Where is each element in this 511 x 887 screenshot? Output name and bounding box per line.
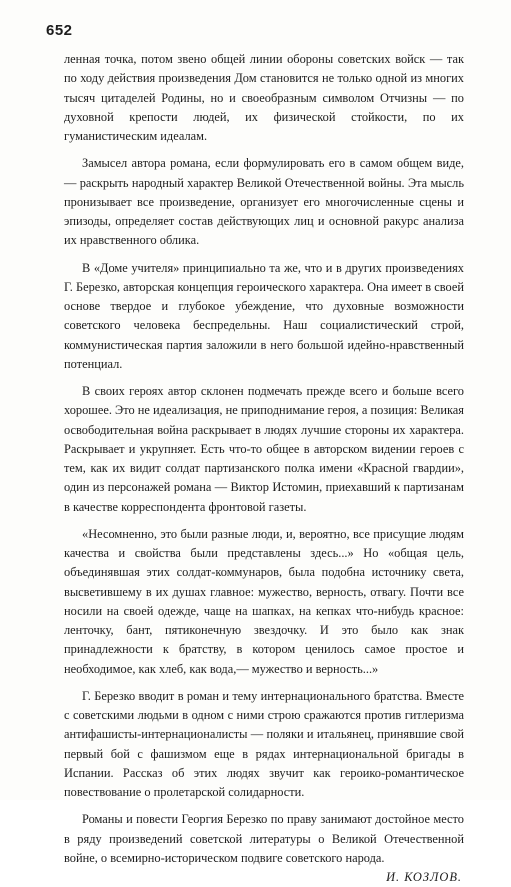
text-column: [64, 50, 464, 887]
paragraph-7-text: Романы и повести Георгия Березко по праву занимают достойное место в ряду произведений советской литературы о Великой Отечественной войне, о всемирно-историческом подвиге советского народа.: [64, 812, 464, 865]
page-number: 652: [46, 22, 73, 39]
paragraph-5: «Несомненно, это были разные люди, и, вероятно, все присущие людям качества и свойства были представлены здесь...» Но «общая цель, объединявшая этих солдат-коммунаров, была подобна источнику света, высветившему в их душах главное: мужество, верность, отвагу. Почти все носили на своей одежде, чаще на шапках, на кепках что-нибудь красное: ленточку, бант, пятиконечную звездочку. И это было как знак принадлежности к братству, в котором ценилось самое простое и необходимое, как хлеб, как вода,— мужество и верность...»: [64, 526, 464, 676]
paragraph-7: [64, 810, 464, 884]
paragraph-1: ленная точка, потом звено общей линии обороны советских войск — так по ходу действия произведения Дом становится не только одной из многих тысяч цитаделей Родины, но и своеобразным символом Отчизны — по духовной крепости людей, их физической стойкости, по их гуманистическим идеалам.: [64, 52, 464, 143]
author-signature: И. КОЗЛОВ.: [386, 870, 462, 884]
paragraph-3: В «Доме учителя» принципиально та же, что и в других произведениях Г. Березко, авторская концепция героического характера. Она имеет в своей основе твердое и глубокое убеждение, что духовные возможности советского человека беспредельны. Наш социалистический строй, коммунистическая партия заложили в него большой идейно-нравственный потенциал.: [64, 260, 464, 371]
paragraph-4: В своих героях автор склонен подмечать прежде всего и больше всего хорошее. Это не идеализация, не приподнимание героя, а позиция: Великая освободительная война раскрывает в людях лучшие стороны их характера. Раскрывает и укрупняет. Есть что-то общее в авторском видении героев с тем, как их видит солдат партизанского полка имени «Красной гвардии», один из персонажей романа — Виктор Истомин, приехавший к партизанам в качестве корреспондента фронтовой газеты.: [64, 384, 464, 514]
paragraph-6: Г. Березко вводит в роман и тему интернационального братства. Вместе с советскими людьми в одном с ними строю сражаются против гитлеризма антифашисты-интернационалисты — поляки и итальянец, принявшие свой первый бой с фашизмом еще в рядах интернациональной бригады в Испании. Рассказ об этих людях звучит как героико-романтическое повествование о пролетарской солидарности.: [64, 688, 464, 799]
paragraph-2: Замысел автора романа, если формулировать его в самом общем виде,— раскрыть народный характер Великой Отечественной войны. Эта мысль пронизывает все произведение, организует его многочисленные сцены и эпизоды, определяет состав действующих лиц и основной ракурс анализа их нравственного облика.: [64, 156, 464, 248]
